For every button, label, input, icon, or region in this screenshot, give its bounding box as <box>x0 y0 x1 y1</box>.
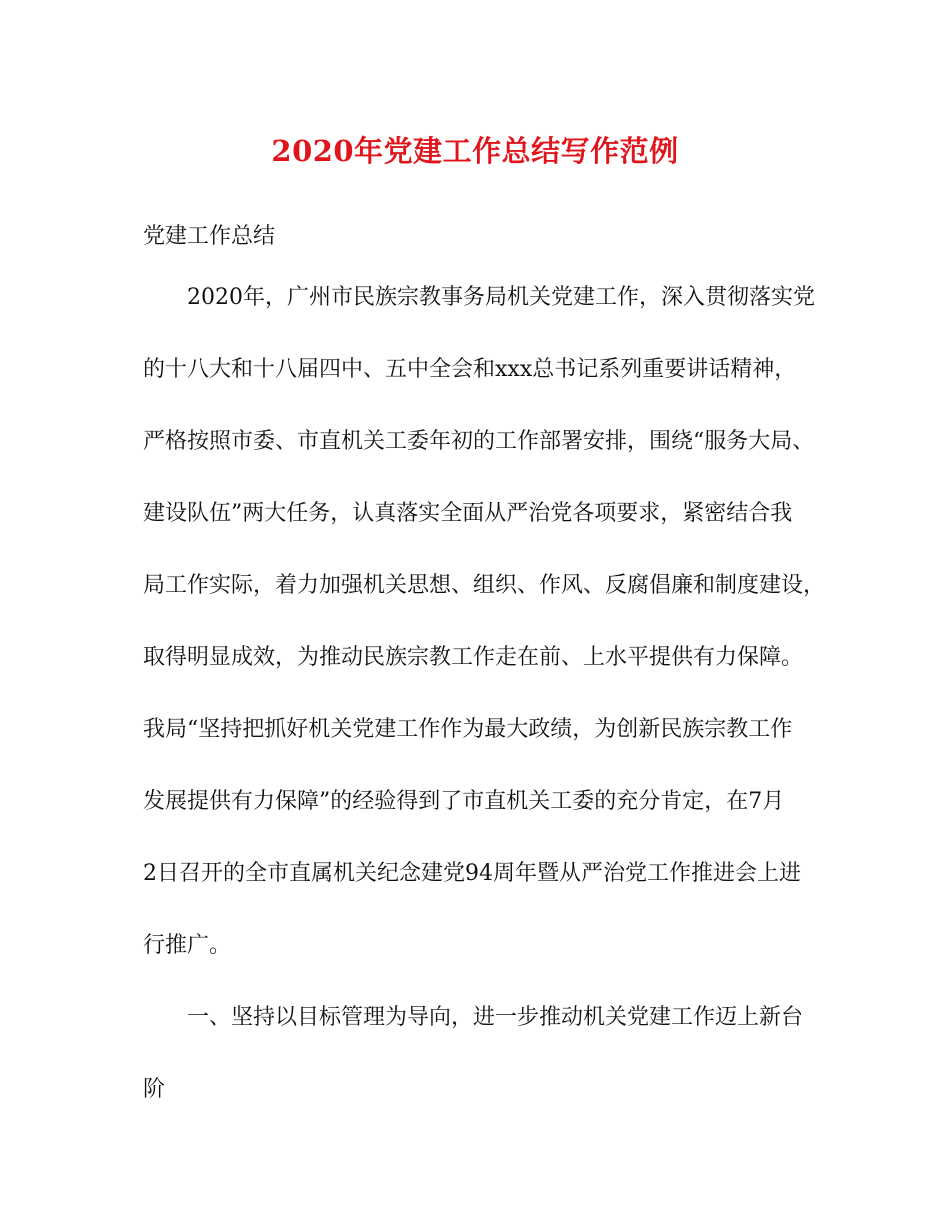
paragraph-line: 局工作实际，着力加强机关思想、组织、作风、反腐倡廉和制度建设， <box>143 573 826 598</box>
paragraph-line: 2020年，广州市民族宗教事务局机关党建工作，深入贯彻落实党 <box>187 285 815 310</box>
paragraph-line: 我局“坚持把抓好机关党建工作作为最大政绩，为创新民族宗教工作 <box>143 717 793 742</box>
paragraph-line: 行推广。 <box>143 933 232 958</box>
paragraph-line: 建设队伍”两大任务，认真落实全面从严治党各项要求，紧密结合我 <box>143 501 793 526</box>
paragraph-line: 2日召开的全市直属机关纪念建党94周年暨从严治党工作推进会上进 <box>143 861 801 886</box>
section-heading-line: 阶 <box>143 1077 166 1102</box>
section-heading-line: 一、坚持以目标管理为导向，进一步推动机关党建工作迈上新台 <box>187 1005 804 1030</box>
document-title: 2020年党建工作总结写作范例 <box>271 134 679 168</box>
section-heading: 党建工作总结 <box>143 224 276 249</box>
paragraph-line: 的十八大和十八届四中、五中全会和xxx总书记系列重要讲话精神， <box>143 357 797 382</box>
paragraph-line: 严格按照市委、市直机关工委年初的工作部署安排，围绕“服务大局、 <box>143 429 815 454</box>
paragraph-line: 取得明显成效，为推动民族宗教工作走在前、上水平提供有力保障。 <box>143 645 804 670</box>
paragraph-line: 发展提供有力保障”的经验得到了市直机关工委的充分肯定，在7月 <box>143 789 785 814</box>
